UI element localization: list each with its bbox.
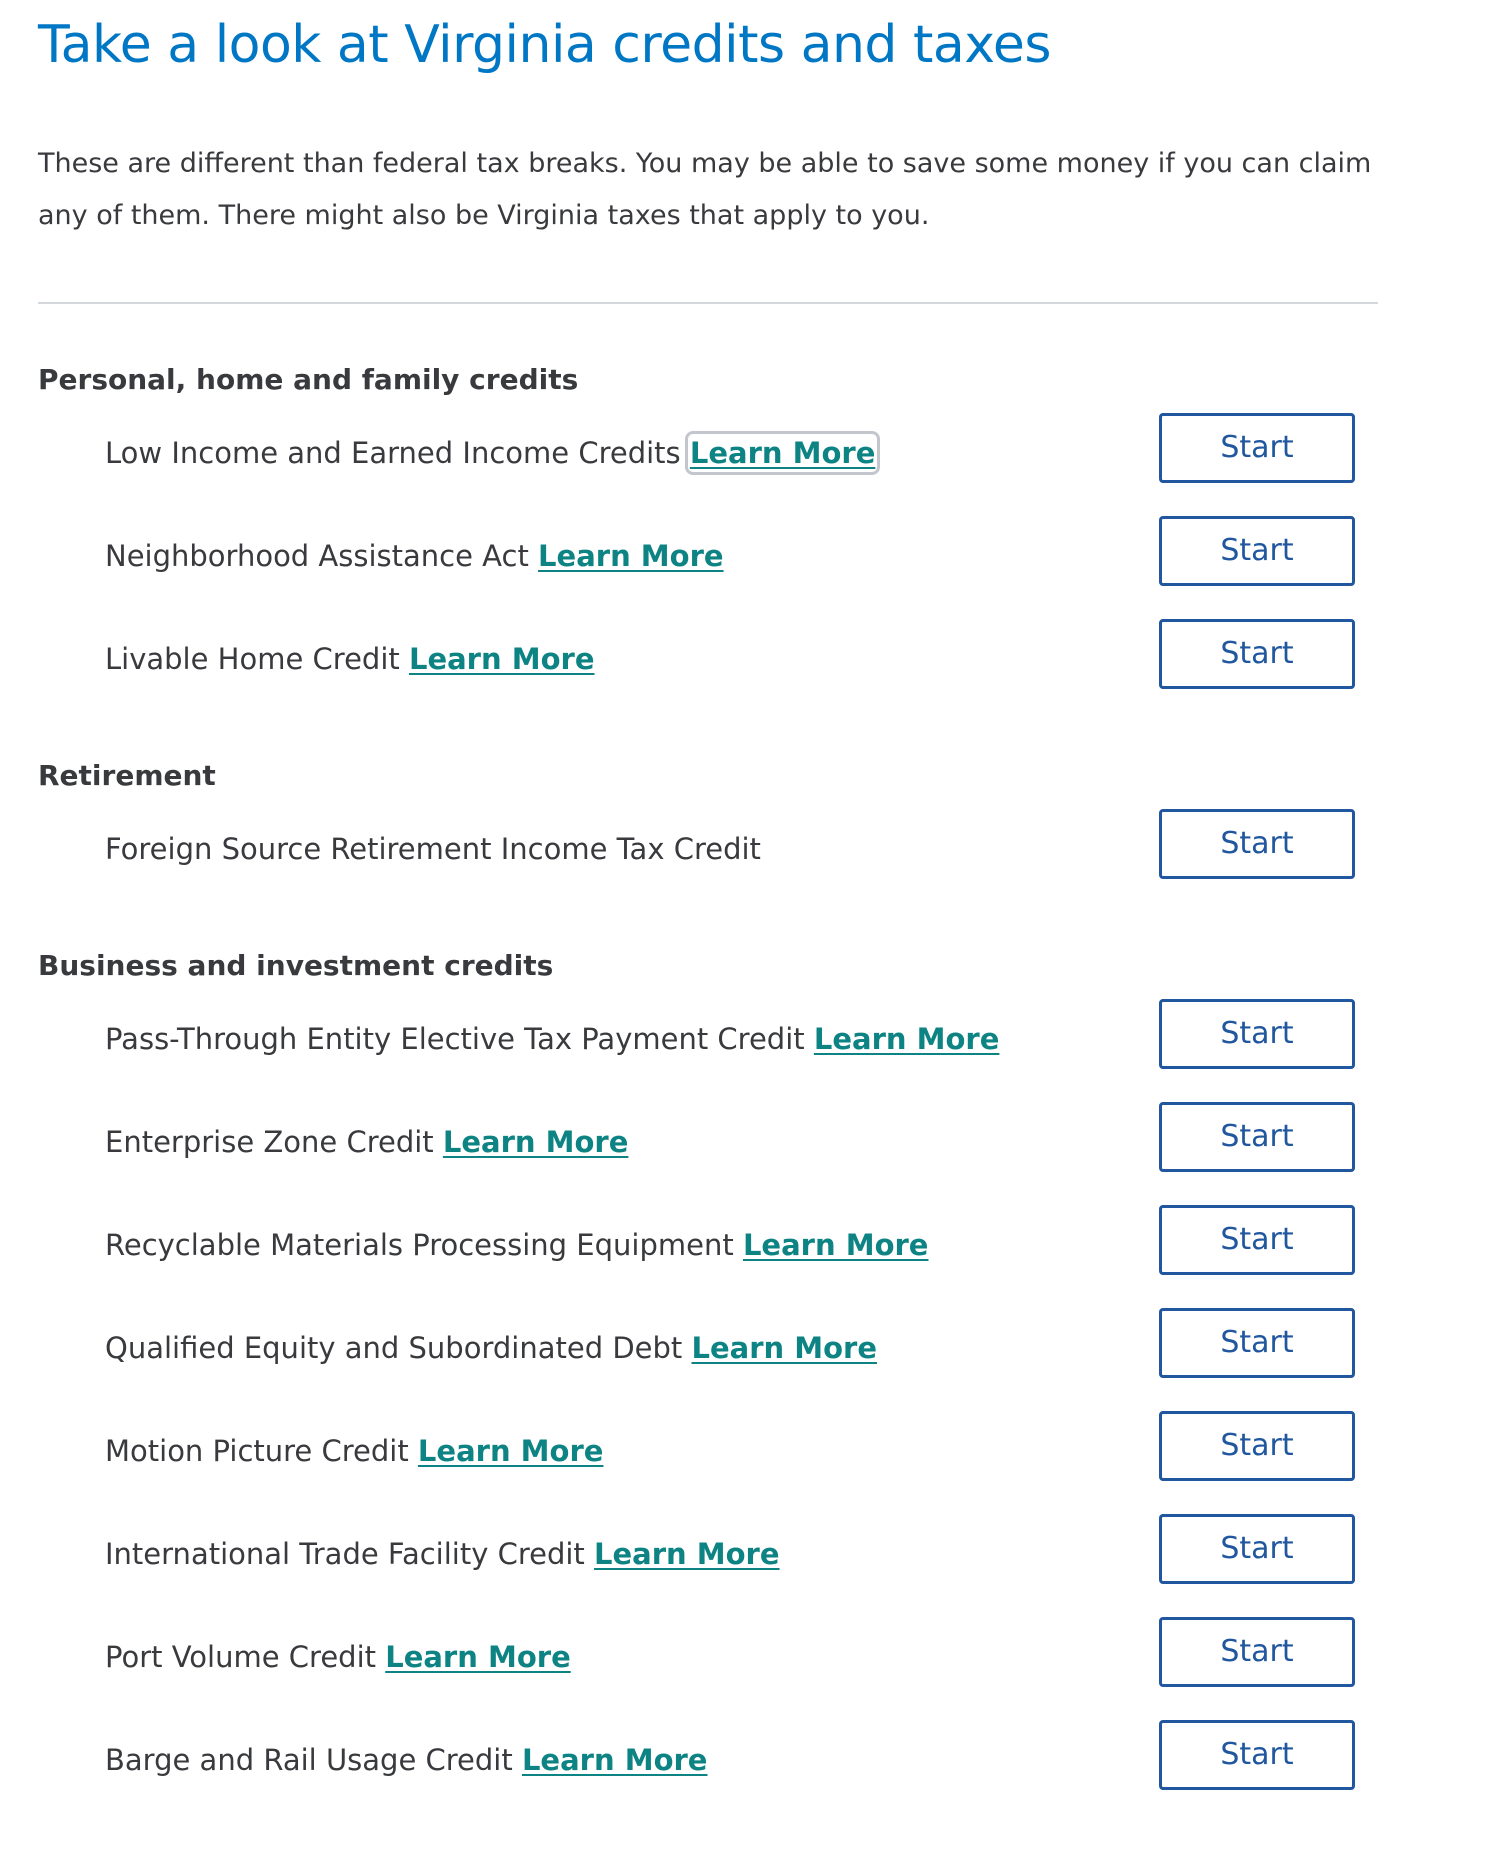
credit-row-neighborhood-assistance — [38, 516, 1378, 619]
learn-more-link[interactable]: Learn More — [417, 1434, 604, 1468]
credit-row-qualified-equity — [38, 1308, 1378, 1411]
credit-label: Motion Picture Credit — [105, 1434, 409, 1468]
credit-label-row — [105, 536, 724, 576]
learn-more-link[interactable]: Learn More — [408, 642, 595, 676]
credit-label: Pass-Through Entity Elective Tax Payment Credit — [105, 1022, 805, 1056]
credit-label: Foreign Source Retirement Income Tax Credit — [105, 832, 761, 866]
credit-row-low-income — [38, 413, 1378, 516]
learn-more-link[interactable]: Learn More — [813, 1022, 1000, 1056]
credit-label-row — [105, 1740, 707, 1780]
start-button[interactable]: Start — [1159, 1308, 1355, 1378]
credit-label-row — [105, 433, 875, 473]
credit-label: International Trade Facility Credit — [105, 1537, 585, 1571]
start-button[interactable]: Start — [1159, 1102, 1355, 1172]
credit-label: Qualified Equity and Subordinated Debt — [105, 1331, 683, 1365]
credit-label-row — [105, 1225, 928, 1265]
learn-more-link[interactable]: Learn More — [385, 1640, 571, 1674]
section-retirement — [38, 756, 1378, 912]
credit-row-foreign-source-retirement — [38, 809, 1378, 912]
credit-row-enterprise-zone — [38, 1102, 1378, 1205]
start-button[interactable]: Start — [1159, 1720, 1355, 1790]
credit-row-recyclable-materials — [38, 1205, 1378, 1308]
section-personal-home-family — [38, 360, 1378, 722]
section-heading: Retirement — [38, 759, 216, 792]
intro-text: These are different than federal tax breaks. You may be able to save some money if you can claim any of them. There might also be Virginia taxes that apply to you. — [38, 148, 1372, 231]
start-button[interactable]: Start — [1159, 999, 1355, 1069]
start-button[interactable]: Start — [1159, 1411, 1355, 1481]
start-button[interactable]: Start — [1159, 809, 1355, 879]
page-title: Take a look at Virginia credits and taxes — [38, 15, 1051, 75]
learn-more-link[interactable]: Learn More — [521, 1743, 708, 1777]
start-button[interactable]: Start — [1159, 413, 1355, 483]
start-button[interactable]: Start — [1159, 619, 1355, 689]
credit-row-pass-through-entity — [38, 999, 1378, 1102]
credit-label: Barge and Rail Usage Credit — [105, 1743, 513, 1777]
learn-more-link[interactable]: Learn More — [691, 1331, 878, 1365]
learn-more-link[interactable]: Learn More — [442, 1125, 629, 1159]
learn-more-link[interactable]: Learn More — [742, 1228, 929, 1262]
credit-label-row — [105, 1122, 628, 1162]
learn-more-link[interactable]: Learn More — [594, 1537, 780, 1571]
credit-label: Neighborhood Assistance Act — [105, 539, 529, 573]
start-button[interactable]: Start — [1159, 1514, 1355, 1584]
credit-row-livable-home — [38, 619, 1378, 722]
section-business-investment — [38, 946, 1378, 1823]
start-button[interactable]: Start — [1159, 1617, 1355, 1687]
credit-label-row — [105, 829, 761, 869]
credit-label: Low Income and Earned Income Credits — [105, 436, 681, 470]
start-button[interactable]: Start — [1159, 516, 1355, 586]
credits-page — [38, 0, 1378, 1823]
credit-label-row — [105, 639, 594, 679]
credit-row-motion-picture — [38, 1411, 1378, 1514]
divider — [38, 302, 1378, 304]
section-heading: Personal, home and family credits — [38, 363, 579, 396]
credit-row-international-trade — [38, 1514, 1378, 1617]
credit-label: Livable Home Credit — [105, 642, 400, 676]
credit-label-row — [105, 1328, 877, 1368]
credit-label-row — [105, 1534, 780, 1574]
learn-more-link[interactable]: Learn More — [538, 539, 724, 573]
start-button[interactable]: Start — [1159, 1205, 1355, 1275]
credit-label: Enterprise Zone Credit — [105, 1125, 434, 1159]
credit-label: Recyclable Materials Processing Equipment — [105, 1228, 734, 1262]
credit-row-barge-rail — [38, 1720, 1378, 1823]
learn-more-link[interactable]: Learn More — [689, 436, 876, 470]
section-heading: Business and investment credits — [38, 949, 554, 982]
credit-label: Port Volume Credit — [105, 1640, 376, 1674]
credit-row-port-volume — [38, 1617, 1378, 1720]
credit-label-row — [105, 1637, 571, 1677]
credit-label-row — [105, 1019, 999, 1059]
credit-label-row — [105, 1431, 603, 1471]
